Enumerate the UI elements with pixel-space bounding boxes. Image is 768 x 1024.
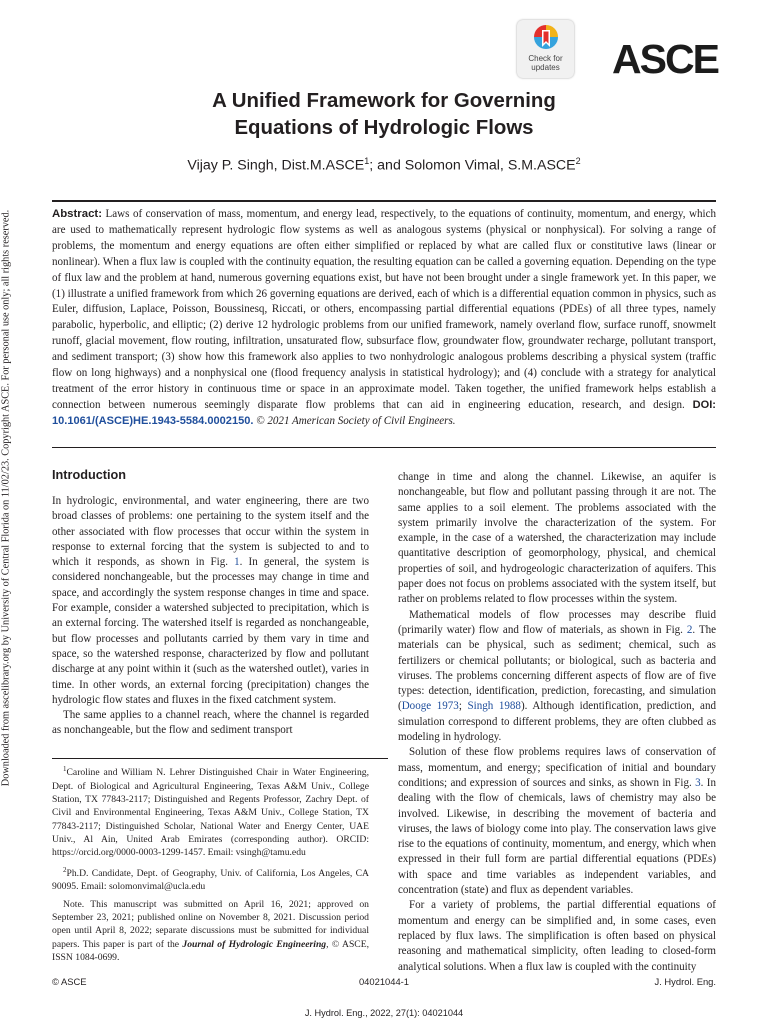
check-for-updates-badge[interactable] <box>517 20 574 78</box>
section-heading-introduction: Introduction <box>52 468 126 482</box>
figure-2-link[interactable]: 2 <box>686 623 693 636</box>
reference-singh-1988[interactable]: Singh 1988 <box>467 700 521 713</box>
page-footer <box>52 976 716 990</box>
abstract-body: Laws of conservation of mass, momentum, and energy lead, respectively, to the equations of continuity, momentum, and energy, which are used to mathematically represent hydrologic flow systems as well as analogous systems (physical or nonphysical). For solving a range of problems, the momentum and energy equations are often either simplified or replaced by what are called flux or constitutive laws (linear or nonlinear). When a flux law is coupled with the continuity equation, the resulting equation can be called a governing equation. Depending on the type of flux law and the problem at hand, numerous governing equations exist, but have not been brought under a single framework yet. In this paper, we (1) illustrate a unified framework from which 26 governing equations are derived, each of which is a differential equation common in physics, such as Euler, diffusion, Laplace, Poisson, Boussinesq, Riccati, or others, encompassing partial differential equations (PDEs) of all three types, namely parabolic, hyperbolic, and elliptic; (2) derive 12 hydrologic problems from our unified framework, namely overland flow, surface runoff, snowmelt runoff, glacial movement, flow routing, infiltration, unsaturated flow, subsurface flow, groundwater flow, groundwater recharge, pollutant transport, and sediment transport; (3) show how this framework also applies to two nonhydrologic analogous problems describing a physical system (traffic flow on long highways) and a nonphysical one (flood frequency analysis in statistical hydrology); and (4) conclude with a strategy for analytical treatment of the error history in continuous time or space in an approximate model. Taken together, the unified framework helps establish a connection between numerous seemingly disparate flow problems that can aid in engineering education, research, and design. <box>52 208 716 411</box>
footer-copyright: © ASCE <box>52 976 87 987</box>
check-for-updates-label-1: Check for <box>528 54 563 63</box>
doi-label: DOI: <box>692 398 716 411</box>
author-line <box>100 156 668 174</box>
doi-link[interactable]: 10.1061/(ASCE)HE.1943-5584.0002150. <box>52 414 254 427</box>
right-paragraph-1: change in time and along the channel. Likewise, an aquifer is nonchangeable, but flow and pollutant passing through it are not. The same applies to a soil element. The problems associated with the system primarily involve the characterization of the system. For example, in the case of a watershed, the characterization may include quantitative description of geomorphology, physical, and chemical properties of soil, and hydrogeologic characterization of aquifers. This paper does not focus on problems associated with the system itself, but rather on problems related to flow processes within the system. <box>398 471 716 606</box>
download-watermark <box>0 209 14 786</box>
author-2-affiliation-mark: 2 <box>575 156 581 166</box>
figure-1-link[interactable]: 1 <box>234 556 240 569</box>
journal-name: Journal of Hydrologic Engineering <box>182 938 327 950</box>
abstract-label: Abstract: <box>52 208 103 220</box>
author-1: Vijay P. Singh, Dist.M.ASCE <box>187 157 365 174</box>
paper-title-line-2: Equations of Hydrologic Flows <box>234 117 534 139</box>
footer-article-number: 04021044-1 <box>358 976 410 987</box>
footnote-1: $^1$Caroline and William N. Lehrer Distinguished Chair in Water Engineering, Dept. of Biological and Agricultural Engineering, Texas A&M Univ., College Station, TX 77843-2117; Distinguished and Regents Professor, Zachry Dept. of Civil and Environmental Engineering, Texas A&M Univ., College Station, TX 77843-2117; Distinguished Scholar, National Water and Energy Center, UAE Univ., Al Ain, United Arab Emirates (corresponding author). ORCID: https://orcid.org/0000-0003-1299-1457. Email: vsingh@tamu.edu <box>52 765 369 859</box>
intro-paragraph-2: The same applies to a channel reach, where the channel is regarded as nonchangeable, but the flow and sediment transport <box>52 709 369 737</box>
abstract-bottom-rule <box>52 447 716 448</box>
check-for-updates-label-2: updates <box>531 63 560 72</box>
intro-paragraph-1: In hydrologic, environmental, and water engineering, there are two broad classes of problems: one pertaining to the system itself and the other associated with flow processes that occur within the system in response to external forcing that the system is subjected to and to which it responds, as shown in Fig. 1. In general, the system is considered nonchangeable, but the processes may change in time and space, and accordingly the system response changes in time and space. For example, consider a watershed subjected to precipitation, which is an external forcing. The watershed itself is regarded as nonchangeable, but flow processes and pollutants carried by them vary in time and space, so the watershed response, characterized by flow and pollutant discharge at any point within it (such as the watershed outlet), varies in time. In other words, an external forcing (precipitation) changes the hydrologic flow states and fluxes in the fixed catchment system. <box>52 495 369 706</box>
right-paragraph-4: For a variety of problems, the partial differential equations of momentum and energy can be simplified and, in some cases, even replaced by flux laws. The simplification is often based on physical reasoning and mathematical simplicity, often leading to closed-form analytical solutions. When a flux law is coupled with the continuity <box>398 899 716 973</box>
right-paragraph-3: Solution of these flow problems requires laws of conservation of mass, momentum, and energy; specification of initial and boundary conditions; and expression of sources and sinks, as shown in Fig. 3. In dealing with the flow of chemicals, laws of chemistry may also be involved. Likewise, in describing the movement of bacteria and viruses, the laws of biology come into play. The conservation laws give rise to the equations of continuity, momentum, and energy, which when expressed in their full form are partial differential equations (PDEs) with space and time variables as independent variables, and concentration (state) and flux as dependent variables. <box>398 746 716 897</box>
manuscript-note: Note. This manuscript was submitted on April 16, 2021; approved on September 23, 2021; published online on November 8, 2021. Discussion period open until April 8, 2022; separate discussions must be submitted for individual papers. This paper is part of the Journal of Hydrologic Engineering, © ASCE, ISSN 1084-0699. <box>52 898 370 963</box>
left-column <box>52 494 369 739</box>
abstract <box>52 207 716 430</box>
right-column <box>398 470 716 975</box>
footer-journal: J. Hydrol. Eng. <box>654 976 716 987</box>
author-1-affiliation-mark: 1 <box>364 156 370 166</box>
right-paragraph-2: Mathematical models of flow processes may describe fluid (primarily water) flow and flow of materials, as shown in Fig. 2. The materials can be physical, such as sediment; chemical, such as fertilizers or chemical pollutants; or biological, such as bacteria and viruses. The problems concerning different aspects of flow are of five types: detection, identification, prediction, forecasting, and simulation (Dooge 1973; Singh 1988). Although identification, prediction, and simulation correspond to different problems, they are often clubbed as modeling in hydrology. <box>398 608 717 744</box>
asce-logo <box>612 36 718 82</box>
paper-title-line-1: A Unified Framework for Governing <box>212 90 556 112</box>
abstract-copyright: © 2021 American Society of Civil Engineers. <box>256 414 456 427</box>
citation-line: J. Hydrol. Eng., 2022, 27(1): 04021044 <box>304 1008 464 1018</box>
author-separator: ; and Solomon Vimal, S.M.ASCE <box>369 157 576 174</box>
crossmark-icon <box>533 24 559 54</box>
footnotes <box>52 763 369 968</box>
footnote-2: $^2$Ph.D. Candidate, Dept. of Geography, Univ. of California, Los Angeles, CA 90095. Email: solomonvimal@ucla.edu <box>52 865 369 893</box>
footnote-rule <box>52 758 388 759</box>
figure-3-link[interactable]: 3 <box>695 776 701 789</box>
reference-dooge-1973[interactable]: Dooge 1973 <box>401 700 459 713</box>
asce-logo-text: ASCE <box>612 36 718 82</box>
paper-title <box>100 88 668 142</box>
abstract-top-rule <box>52 200 716 202</box>
download-watermark-text: Downloaded from ascelibrary.org by University of Central Florida on 11/02/23. Copyright ASCE. For personal use only; all rights reserved. <box>0 209 12 786</box>
